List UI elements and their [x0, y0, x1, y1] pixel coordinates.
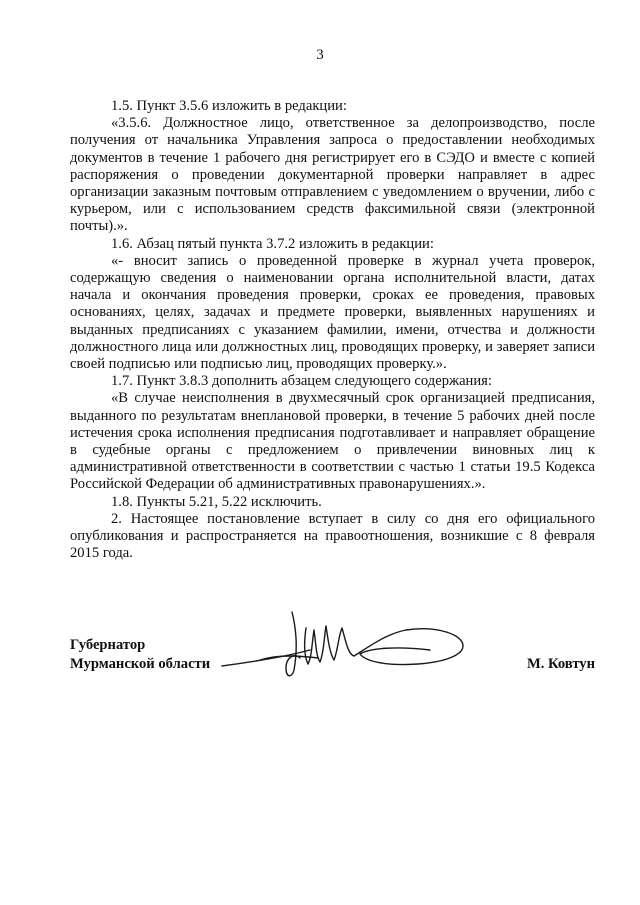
paragraph-1-6: 1.6. Абзац пятый пункта 3.7.2 изложить в редакции: [111, 235, 434, 252]
paragraph-1-5: 1.5. Пункт 3.5.6 изложить в редакции: [111, 98, 347, 114]
paragraph-quote-3-5-6: «3.5.6. Должностное лицо, ответственное за делопроизводство, после получения от начальника Управления запроса о предоставлении необходимых документов в течение 1 рабочего дня регистрирует его в СЭДО и вместе с копией распоряжения о проведении документарной проверки направляет в адрес организации заказным почтовым отправлением с уведомлением о вручении, либо с курьером, или с использованием средств факсимильной связи (электронной почты).». [70, 115, 595, 235]
paragraph-2: 2. Настоящее постановление вступает в силу со дня его официального опубликования и распространяется на правоотношения, возникшие с 8 февраля 2015 года. [70, 510, 595, 562]
signatory-name: М. Ковтун [526, 656, 595, 672]
signatory-title [70, 636, 210, 674]
page-number: 3 [316, 47, 324, 63]
signatory-region: Мурманской области [70, 656, 211, 672]
paragraph-quote-3-7-2: «- вносит запись о проведенной проверке в журнал учета проверок, содержащую сведения о наименовании органа исполнительной власти, датах начала и окончания проведения проверки, сроках ее проведения, правовых основаниях, целях, задачах и предмете проверки, выявленных нарушениях и выданных предписаниях с указанием фамилии, имени, отчества и должности должностного лица или должностных лиц, проводящих проверку, и заверяет записи своей подписью или подписью лиц, проводящих проверку.». [70, 252, 595, 373]
paragraph-quote-3-8-3: «В случае неисполнения в двухмесячный срок организацией предписания, выданного по результатам внеплановой проверки, в течение 5 рабочих дней после истечения срока исполнения предписания подготавливает и направляет обращение в судебные органы с предложением о привлечении виновных лиц к административной ответственности в соответствии с частью 1 статьи 19.5 Кодекса Российской Федерации об административных правонарушениях.». [70, 390, 595, 493]
signature-block [70, 636, 595, 696]
paragraph-1-7: 1.7. Пункт 3.8.3 дополнить абзацем следующего содержания: [111, 373, 492, 390]
signatory-position: Губернатор [70, 637, 146, 653]
document-body [70, 98, 595, 562]
paragraph-1-8: 1.8. Пункты 5.21, 5.22 исключить. [111, 493, 322, 510]
